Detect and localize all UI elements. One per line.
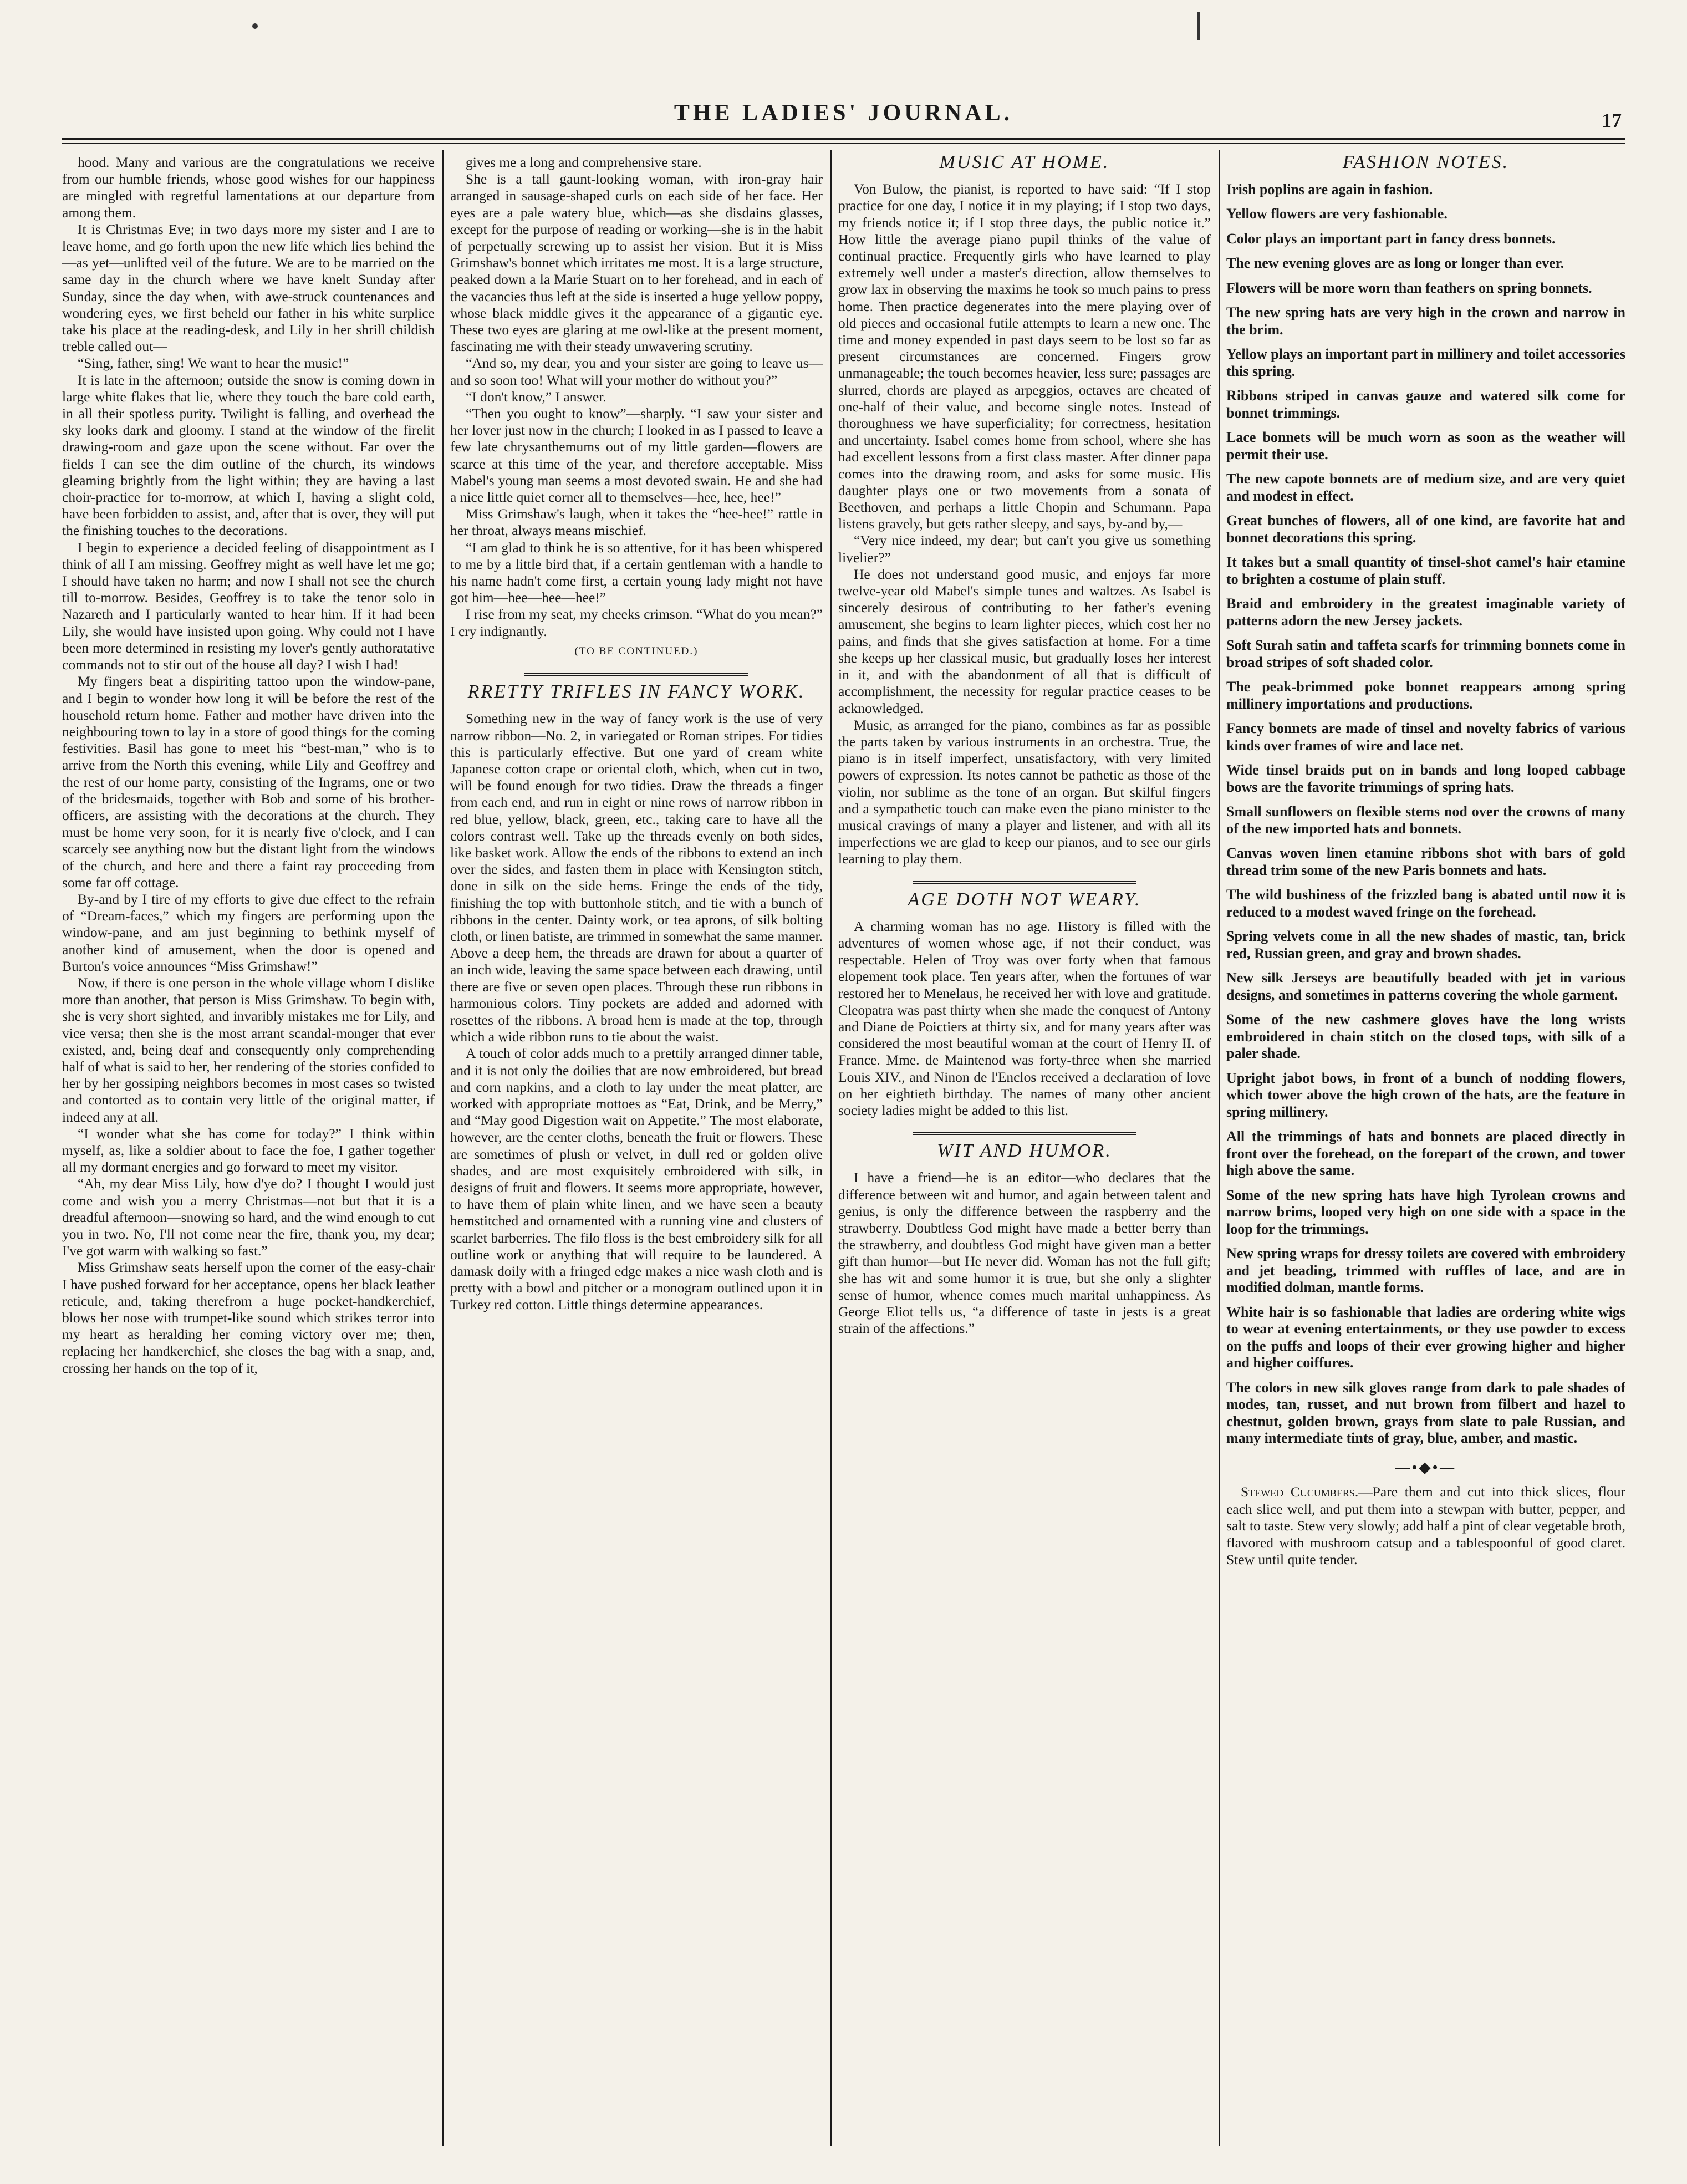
recipe-title: Stewed Cucumbers. bbox=[1241, 1484, 1359, 1500]
ink-dot bbox=[252, 23, 258, 29]
recipe bbox=[1226, 1484, 1625, 1569]
fashion-notes-list bbox=[1226, 181, 1625, 1447]
article-heading: WIT AND HUMOR. bbox=[937, 1141, 1112, 1162]
paragraph: By-and by I tire of my efforts to give due effect to the refrain of “Dream-faces,” which my fingers are performing upon the window-pane, and am just beginning to bethink myself of another kind of amusement, when the door is opened and Burton's voice announces “Miss Grimshaw!” bbox=[62, 890, 435, 974]
column-3 bbox=[838, 154, 1211, 2139]
paragraph: Something new in the way of fancy work is the use of very narrow ribbon—No. 2, in variegated or Roman stripes. For tidies this is particularly effective. But one yard of cream white Japanese cotton crape or oriental cloth, which, when cut in two, will be found enough for two tidies. Draw the threads a finger from each end, and run in eight or nine rows of narrow ribbon in red blue, yellow, black, green, etc., taking care to have all the colors contrast well. Take up the threads evenly on both sides, like basket work. Allow the ends of the ribbons to extend an inch over the sides, and fasten them in place with Kensington stitch, done in silk on the side hems. Fringe the ends of the tidy, finishing the top with buttonhole stitch, and tie with a bunch of ribbons in the center. Dainty work, or tea aprons, of silk bolting cloth, or linen batiste, are trimmed in somewhat the same manner. Above a deep hem, the threads are drawn for about a quarter of an inch wide, leaving the same space between each drawing, until there are five or seven open places. Through these run ribbons in harmonious colors. Tiny pockets are added and adorned with rosettes of the ribbons. A broad hem is made at the top, through which a wide ribbon runs to tie about the waist. bbox=[450, 710, 823, 1045]
paragraph: He does not understand good music, and enjoys far more twelve-year old Mabel's simple tunes and waltzes. As Isabel is sincerely desirous of contributing to her father's evening amusement, she begins to learn lighter pieces, which cost her no pains, and finds that she gives satisfaction at home. For a time she keeps up her classical music, but gradually loses her interest in it, and with the abandonment of all that is difficult of accomplishment, the necessity for regular practice ceases to be acknowledged. bbox=[838, 566, 1211, 716]
to-be-continued: (TO BE CONTINUED.) bbox=[574, 645, 699, 657]
fashion-note: Ribbons striped in canvas gauze and watered silk come for bonnet trimmings. bbox=[1226, 388, 1625, 421]
column-2 bbox=[450, 154, 823, 2139]
fashion-note: Braid and embroidery in the greatest imaginable variety of patterns adorn the new Jersey jackets. bbox=[1226, 595, 1625, 629]
paragraph: I rise from my seat, my cheeks crimson. “What do you mean?” I cry indignantly. bbox=[450, 606, 823, 639]
paragraph: It is late in the afternoon; outside the snow is coming down in large white flakes that lie, where they touch the bare cold earth, in all their spotless purity. Twilight is falling, and overhead the sky looks dark and gloomy. I stand at the window of the firelit drawing-room and gaze upon the scene without. Far over the fields I can see the dim outline of the church, its windows gleaming brightly from the light within; they are having a last choir-practice for to-morrow, at which I, having a slight cold, have been forbidden to assist, and, after that is over, they will put the finishing touches to the decorations. bbox=[62, 371, 435, 539]
paragraph: “I don't know,” I answer. bbox=[466, 388, 606, 405]
fashion-note: The new evening gloves are as long or longer than ever. bbox=[1226, 255, 1564, 271]
column-1 bbox=[62, 154, 435, 2139]
paragraph: hood. Many and various are the congratulations we receive from our humble friends, whose good wishes for our happiness are mingled with regretful lamentations at our departure from among them. bbox=[62, 154, 435, 221]
paragraph: “Then you ought to know”—sharply. “I saw your sister and her lover just now in the church; I looked in as I passed to leave a few late chrysanthemums out of my little garden—flowers are scarce at this time of the year, and therefore acceptable. Miss Mabel's young man seems a most devoted swain. He and she had a nice little quiet corner all to themselves—hee, hee, hee!” bbox=[450, 405, 823, 506]
fashion-note: Lace bonnets will be much worn as soon as the weather will permit their use. bbox=[1226, 429, 1625, 462]
ornament-divider: —•◆•— bbox=[1395, 1459, 1457, 1475]
paragraph: I have a friend—he is an editor—who declares that the difference between wit and humor, and again between talent and genius, is only the difference between the raspberry and the strawberry. Doubtless God might have made a better berry than the strawberry, and doubtless God might have given man a better gift than humor—but He never did. Woman has not the full gift; she has wit and some humor it is true, but she only a slighter sense of humor, whence comes much marital unhappiness. As George Eliot tells us, “a difference of taste in jests is a great strain of the affections.” bbox=[838, 1169, 1211, 1337]
article-heading: AGE DOTH NOT WEARY. bbox=[908, 889, 1141, 910]
fashion-note: Irish poplins are again in fashion. bbox=[1226, 181, 1433, 197]
fashion-note: Upright jabot bows, in front of a bunch of nodding flowers, which tower above the high crown of the hats, are the feature in spring millinery. bbox=[1226, 1070, 1625, 1120]
fashion-note: New silk Jerseys are beautifully beaded with jet in various designs, and sometimes in patterns covering the whole garment. bbox=[1226, 970, 1625, 1003]
column-divider bbox=[830, 150, 832, 2146]
paragraph: A touch of color adds much to a prettily arranged dinner table, and it is not only the doilies that are now embroidered, but bread and corn napkins, and a cloth to lay under the meat platter, are worked with appropriate mottoes as “Eat, Drink, and be Merry,” and “May good Digestion wait on Appetite.” The most elaborate, however, are the center cloths, beneath the fruit or flowers. These are sometimes of plush or velvet, in dull red or golden olive shades, and are most exquisitely embroidered with silk, in designs of fruit and flowers. It seems more appropriate, however, to have them of plain white linen, and we have seen a beauty hemstitched and ornamented with a running vine and clusters of scarlet barberries. The filo floss is the best embroidery silk for all outline work or anything that will require to be laundered. A damask doily with a fringed edge makes a nice wash cloth and is pretty with a bowl and pitcher or a monogram outlined upon it in Turkey red cotton. Little things determine appearances. bbox=[450, 1045, 823, 1313]
column-divider bbox=[442, 150, 444, 2146]
page-number: 17 bbox=[1602, 109, 1622, 131]
paragraph: “I wonder what she has come for today?” I think within myself, as, like a soldier about to face the foe, I gather together all my dormant energies and go forward to meet my visitor. bbox=[62, 1125, 435, 1175]
paragraph: gives me a long and comprehensive stare. bbox=[466, 154, 702, 170]
masthead-title: THE LADIES' JOURNAL. bbox=[674, 100, 1013, 126]
fashion-notes-heading: FASHION NOTES. bbox=[1342, 154, 1510, 172]
fashion-note: White hair is so fashionable that ladies are ordering white wigs to wear at evening entertainments, or they use powder to excess on the puffs and loops of their ever growing higher and higher and higher coiffures. bbox=[1226, 1304, 1625, 1371]
section-rule bbox=[913, 1132, 1136, 1135]
article-heading: RRETTY TRIFLES IN FANCY WORK. bbox=[467, 681, 806, 702]
masthead-rule-thin bbox=[62, 143, 1625, 144]
story-text bbox=[62, 154, 435, 1377]
article-heading: MUSIC AT HOME. bbox=[939, 154, 1110, 172]
paragraph: “I am glad to think he is so attentive, for it has been whispered to me by a little bird that, if a certain gentleman with a handle to his name hadn't come first, a certain young lady might not have got him—hee—hee—hee!” bbox=[450, 539, 823, 606]
paragraph: Von Bulow, the pianist, is reported to have said: “If I stop practice for one day, I notice it in my playing; if I stop two days, my friends notice it; if I stop three days, the public notice it.” How little the average piano pupil thinks of the value of continual practice. Frequently girls who have learned to play extremely well under a master's direction, allow themselves to grow lax in observing the maxims he took so much pains to press home. Then practice degenerates into the mere playing over of old pieces and occasional futile attempts to learn a new one. The time and money expended in past days seem to be lost so far as present circumstances are concerned. Fingers grow unmanageable; the touch becomes heavier, less sure; passages are slurred, chords are played as arpeggios, octaves are cheated of one-half of their value, and become single notes. Instead of thoroughness we have superficiality; for correctness, hesitation and uncertainty. Isabel comes home from school, where she has had excellent lessons from a first class master. After dinner papa comes into the drawing room, and asks for some music. His daughter plays one or two movements from a sonata of Beethoven, and perhaps a little Chopin and Schumann. Papa listens gravely, but gets rather sleepy, and says, by-and by,— bbox=[838, 181, 1211, 532]
article-body bbox=[838, 1169, 1211, 1337]
paragraph: My fingers beat a dispiriting tattoo upon the window-pane, and I begin to wonder how long it will be before the rest of the household return home. Father and mother have driven into the neighbouring town to lay in a store of good things for the coming festivities. Basil has gone to meet his “best-man,” who is to arrive from the North this evening, while Lily and Geoffrey and the rest of our home party, consisting of the Ingrams, one or two of the bridesmaids, together with Bob and some of his brother-officers, are assisting with the decorations at the church. They must be home very soon, for it is nearly five o'clock, and I can scarcely see anything now but the distant light from the windows of the church, and here and there a faint ray proceeding from some far off cottage. bbox=[62, 673, 435, 890]
fashion-note: Small sunflowers on flexible stems nod over the crowns of many of the new imported hats and bonnets. bbox=[1226, 803, 1625, 837]
paragraph: It is Christmas Eve; in two days more my sister and I are to leave home, and go forth upon the new life which lies behind the—as yet—unlifted veil of the future. We are to be married on the same day in the church where we have knelt Sunday after Sunday, since the day when, with awe-struck countenances and wondering eyes, we first beheld our father in his white surplice take his place at the reading-desk, and Lily in her shrill childish treble called out— bbox=[62, 221, 435, 355]
paragraph: I begin to experience a decided feeling of disappointment as I think of all I am missing. Geoffrey might as well have let me go; I should have taken no harm; and now I shall not see the church till to-morrow. Besides, Geoffrey is to take the tenor solo in Nazareth and I particularly wanted to hear him. If it had been Lily, she would have insisted upon going. Why could not I have been more determined in resisting my lover's gently authoratative commands not to stir out of the house all day? I wish I had! bbox=[62, 539, 435, 673]
fashion-note: The new spring hats are very high in the crown and narrow in the brim. bbox=[1226, 304, 1625, 338]
section-rule bbox=[913, 881, 1136, 884]
fashion-note: Spring velvets come in all the new shades of mastic, tan, brick red, Russian green, and gray and brown shades. bbox=[1226, 928, 1625, 961]
paragraph: “And so, my dear, you and your sister are going to leave us—and so soon too! What will your mother do without you?” bbox=[450, 355, 823, 388]
fashion-note: Yellow plays an important part in millinery and toilet accessories this spring. bbox=[1226, 346, 1625, 379]
fashion-note: Color plays an important part in fancy dress bonnets. bbox=[1226, 230, 1556, 247]
fashion-note: The colors in new silk gloves range from dark to pale shades of modes, tan, russet, and nut brown from filbert and hazel to chestnut, golden brown, grays from slate to pale Russian, and many intermediate tints of gray, blue, amber, and mastic. bbox=[1226, 1379, 1625, 1446]
fashion-note: It takes but a small quantity of tinsel-shot camel's hair etamine to brighten a costume of plain stuff. bbox=[1226, 554, 1625, 587]
paragraph: “Very nice indeed, my dear; but can't you give us something livelier?” bbox=[838, 532, 1211, 566]
column-divider bbox=[1219, 150, 1220, 2146]
article-body bbox=[838, 181, 1211, 867]
fashion-note: Soft Surah satin and taffeta scarfs for trimming bonnets come in broad stripes of soft shaded color. bbox=[1226, 637, 1625, 670]
fashion-note: Yellow flowers are very fashionable. bbox=[1226, 206, 1448, 222]
margin-mark bbox=[1197, 12, 1200, 40]
fashion-note: Canvas woven linen etamine ribbons shot with bars of gold thread trim some of the new Paris bonnets and hats. bbox=[1226, 845, 1625, 878]
fashion-note: The new capote bonnets are of medium size, and are very quiet and modest in effect. bbox=[1226, 471, 1625, 504]
paragraph: Miss Grimshaw's laugh, when it takes the “hee-hee!” rattle in her throat, always means mischief. bbox=[450, 506, 823, 539]
article-body bbox=[838, 918, 1211, 1119]
paragraph: Miss Grimshaw seats herself upon the corner of the easy-chair I have pushed forward for her acceptance, opens her black leather reticule, and, taking therefrom a huge pocket-handkerchief, blows her nose with trumpet-like sound which strikes terror into my heart as heralding her coming victory over me; then, replacing her handkerchief, she closes the bag with a snap, and, crossing her hands on the top of it, bbox=[62, 1259, 435, 1376]
column-4 bbox=[1226, 154, 1625, 2139]
story-text-continued bbox=[450, 154, 823, 640]
fashion-note: Fancy bonnets are made of tinsel and novelty fabrics of various kinds over frames of wire and lace net. bbox=[1226, 720, 1625, 754]
paragraph: Now, if there is one person in the whole village whom I dislike more than another, that person is Miss Grimshaw. To begin with, she is very short sighted, and invaribly mistakes me for Lily, and vice versa; then she is the most arrant scandal-monger that ever existed, and, being deaf and consequently only comprehending half of what is said to her, her rendering of the stories confided to her by her gossiping neighbors becomes in most cases so twisted and contorted as to contain very little of the original matter, if indeed any at all. bbox=[62, 974, 435, 1125]
fashion-note: Some of the new cashmere gloves have the long wrists embroidered in chain stitch on the closed tops, with silk of a paler shade. bbox=[1226, 1011, 1625, 1061]
paragraph: “Ah, my dear Miss Lily, how d'ye do? I thought I would just come and wish you a merry Christmas—not but that it is a dreadful afternoon—snowing so hard, and the wind enough to cut you in two. No, I'll not come near the fire, thank you, my dear; I've got warm with walking so fast.” bbox=[62, 1175, 435, 1259]
paragraph: She is a tall gaunt-looking woman, with iron-gray hair arranged in sausage-shaped curls on each side of her face. Her eyes are a pale watery blue, which—as she disdains glasses, except for the purpose of reading or working—she is in the habit of perpetually screwing up to assist her vision. But it is Miss Grimshaw's bonnet which irritates me most. It is a large structure, peaked down a la Marie Stuart on to her forehead, and in each of the vacancies thus left at the side is inserted a huge yellow poppy, whose black middle gives it the appearance of a gigantic eye. These two eyes are glaring at me owl-like at the present moment, fascinating me with their steady unwavering scrutiny. bbox=[450, 171, 823, 355]
fashion-note: The peak-brimmed poke bonnet reappears among spring millinery importations and productions. bbox=[1226, 679, 1625, 712]
fashion-note: New spring wraps for dressy toilets are covered with embroidery and jet beading, trimmed with ruffles of lace, and are in modified dolman, mantle forms. bbox=[1226, 1245, 1625, 1295]
fashion-note: All the trimmings of hats and bonnets are placed directly in front over the forehead, on the forepart of the crown, and tower high above the same. bbox=[1226, 1128, 1625, 1178]
masthead-rule bbox=[62, 138, 1625, 140]
article-body bbox=[450, 710, 823, 1313]
paragraph: Music, as arranged for the piano, combines as far as possible the parts taken by various instruments in an orchestra. True, the piano is in itself imperfect, unsatisfactory, with very limited powers of expression. Its notes cannot be pathetic as those of the violin, nor sublime as the tone of an organ. But skilful fingers and a sympathetic touch can make even the piano minister to the musical cravings of many a player and listener, and with all its imperfections we are glad to keep our pianos, and to see our girls learning to play them. bbox=[838, 716, 1211, 867]
paragraph: A charming woman has no age. History is filled with the adventures of women whose age, if not their conduct, was respectable. Helen of Troy was over forty when that famous elopement took place. Ten years after, when the fortunes of war restored her to Menelaus, he received her with love and gratitude. Cleopatra was past thirty when she made the conquest of Antony and Diane de Poictiers at thirty six, and for many years after was considered the most beautiful woman at the court of Henry II. of France. Mme. de Maintenod was forty-three when she married Louis XIV., and Ninon de l'Enclos received a declaration of love on her eightieth birthday. The names of many other ancient society ladies might be added to this list. bbox=[838, 918, 1211, 1118]
paragraph: “Sing, father, sing! We want to hear the music!” bbox=[78, 355, 349, 371]
fashion-note: Great bunches of flowers, all of one kind, are favorite hat and bonnet decorations this spring. bbox=[1226, 512, 1625, 546]
recipe-text: —Pare them and cut into thick slices, flour each slice well, and put them into a stewpan with butter, pepper, and salt to taste. Stew very slowly; add half a pint of clear vegetable broth, flavored with mushroom catsup and a tablespoonful of good claret. Stew until quite tender. bbox=[1226, 1484, 1625, 1567]
fashion-note: Wide tinsel braids put on in bands and long looped cabbage bows are the favorite trimmings of spring hats. bbox=[1226, 762, 1625, 795]
fashion-note: Flowers will be more worn than feathers on spring bonnets. bbox=[1226, 279, 1592, 296]
section-rule bbox=[524, 673, 748, 676]
fashion-note: Some of the new spring hats have high Tyrolean crowns and narrow brims, looped very high on one side with a space in the loop for the trimmings. bbox=[1226, 1187, 1625, 1237]
fashion-note: The wild bushiness of the frizzled bang is abated until now it is reduced to a modest waved fringe on the forehead. bbox=[1226, 887, 1625, 920]
